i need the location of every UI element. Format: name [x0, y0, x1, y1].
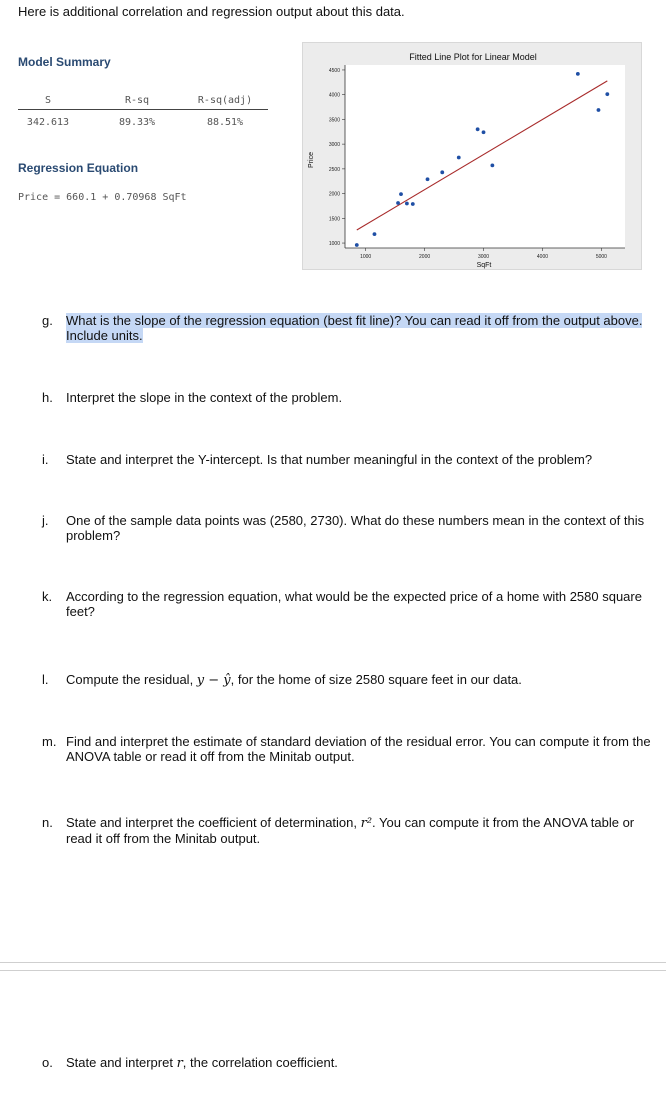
r-squared-math: r²: [360, 816, 373, 831]
x-tick-label: 3000: [477, 254, 490, 260]
x-tick-label: 5000: [595, 254, 607, 260]
data-point: [457, 156, 461, 160]
question-text: Compute the residual, y − ŷ, for the home of size 2580 square feet in our data.: [66, 672, 522, 688]
data-point: [411, 202, 415, 206]
model-summary-value-row: [18, 116, 268, 131]
data-point: [426, 177, 430, 181]
data-point: [355, 243, 359, 247]
data-point: [476, 127, 480, 131]
divider: [0, 970, 666, 971]
value-s: 342.613: [26, 117, 70, 128]
question-label: j.: [42, 513, 49, 528]
y-tick-label: 3000: [328, 142, 340, 149]
y-tick-label: 1500: [328, 216, 340, 223]
divider: [0, 962, 666, 963]
fitted-line-plot: [302, 42, 642, 270]
data-point: [405, 202, 409, 206]
value-r-sq: 89.33%: [118, 117, 156, 128]
y-tick-label: 3500: [328, 117, 340, 124]
y-tick-label: 4000: [328, 92, 340, 99]
data-point: [576, 72, 580, 76]
header-r-sq: R-sq: [124, 95, 150, 106]
question-text: Find and interpret the estimate of standard deviation of the residual error. You can compute it from the ANOVA table or read it off from the Minitab output.: [66, 734, 651, 764]
data-point: [597, 108, 601, 112]
y-tick-label: 1000: [328, 241, 340, 248]
y-tick-label: 4500: [328, 67, 340, 74]
plot-area: [345, 65, 625, 248]
regression-equation: Price = 660.1 + 0.70968 SqFt: [18, 192, 187, 203]
value-r-sq-adj: 88.51%: [206, 117, 244, 128]
question-text: What is the slope of the regression equation (best fit line)? You can read it off from the output above. Include units.: [66, 313, 643, 343]
data-point: [399, 192, 403, 196]
x-tick-label: 1000: [360, 254, 372, 260]
r-math: r: [176, 1056, 183, 1071]
chart-title: Fitted Line Plot for Linear Model: [409, 52, 537, 62]
data-point: [373, 232, 377, 236]
question-text: Interpret the slope in the context of the problem.: [66, 390, 343, 405]
question-label: h.: [42, 390, 53, 405]
y-tick-label: 2000: [328, 191, 340, 198]
data-point: [482, 130, 486, 134]
question-label: l.: [42, 672, 49, 687]
data-point: [396, 201, 400, 205]
data-point: [490, 164, 494, 168]
y-axis-label: Price: [308, 152, 315, 168]
question-label: o.: [42, 1055, 53, 1070]
data-point: [605, 92, 609, 96]
y-tick-label: 2500: [328, 166, 340, 173]
header-r-sq-adj: R-sq(adj): [197, 95, 253, 106]
regression-equation-title: Regression Equation: [18, 161, 139, 175]
x-tick-label: 4000: [536, 254, 549, 260]
model-summary-header-row: [18, 94, 268, 110]
residual-math: y − ŷ: [196, 673, 231, 688]
question-text: One of the sample data points was (2580, 2730). What do these numbers mean in the context of this problem?: [66, 513, 645, 543]
header-s: S: [44, 95, 52, 106]
question-label: k.: [42, 589, 53, 604]
question-label: g.: [42, 313, 53, 328]
question-text: State and interpret r, the correlation coefficient.: [66, 1055, 338, 1071]
x-axis-label: SqFt: [476, 262, 492, 269]
model-summary-title: Model Summary: [18, 55, 111, 69]
question-text: State and interpret the coefficient of determination, r². You can compute it from the ANOVA table or read it off from the Minitab output.: [66, 815, 635, 846]
data-point: [440, 170, 444, 174]
question-label: i.: [42, 452, 49, 467]
model-summary-table: [18, 94, 268, 131]
question-label: m.: [42, 734, 57, 749]
question-label: n.: [42, 815, 53, 830]
chart-svg: [303, 43, 643, 271]
intro-text: Here is additional correlation and regression output about this data.: [18, 4, 405, 19]
question-text: According to the regression equation, what would be the expected price of a home with 2580 square feet?: [66, 589, 642, 619]
x-tick-label: 2000: [419, 254, 431, 260]
question-text: State and interpret the Y-intercept. Is that number meaningful in the context of the problem?: [66, 452, 593, 467]
